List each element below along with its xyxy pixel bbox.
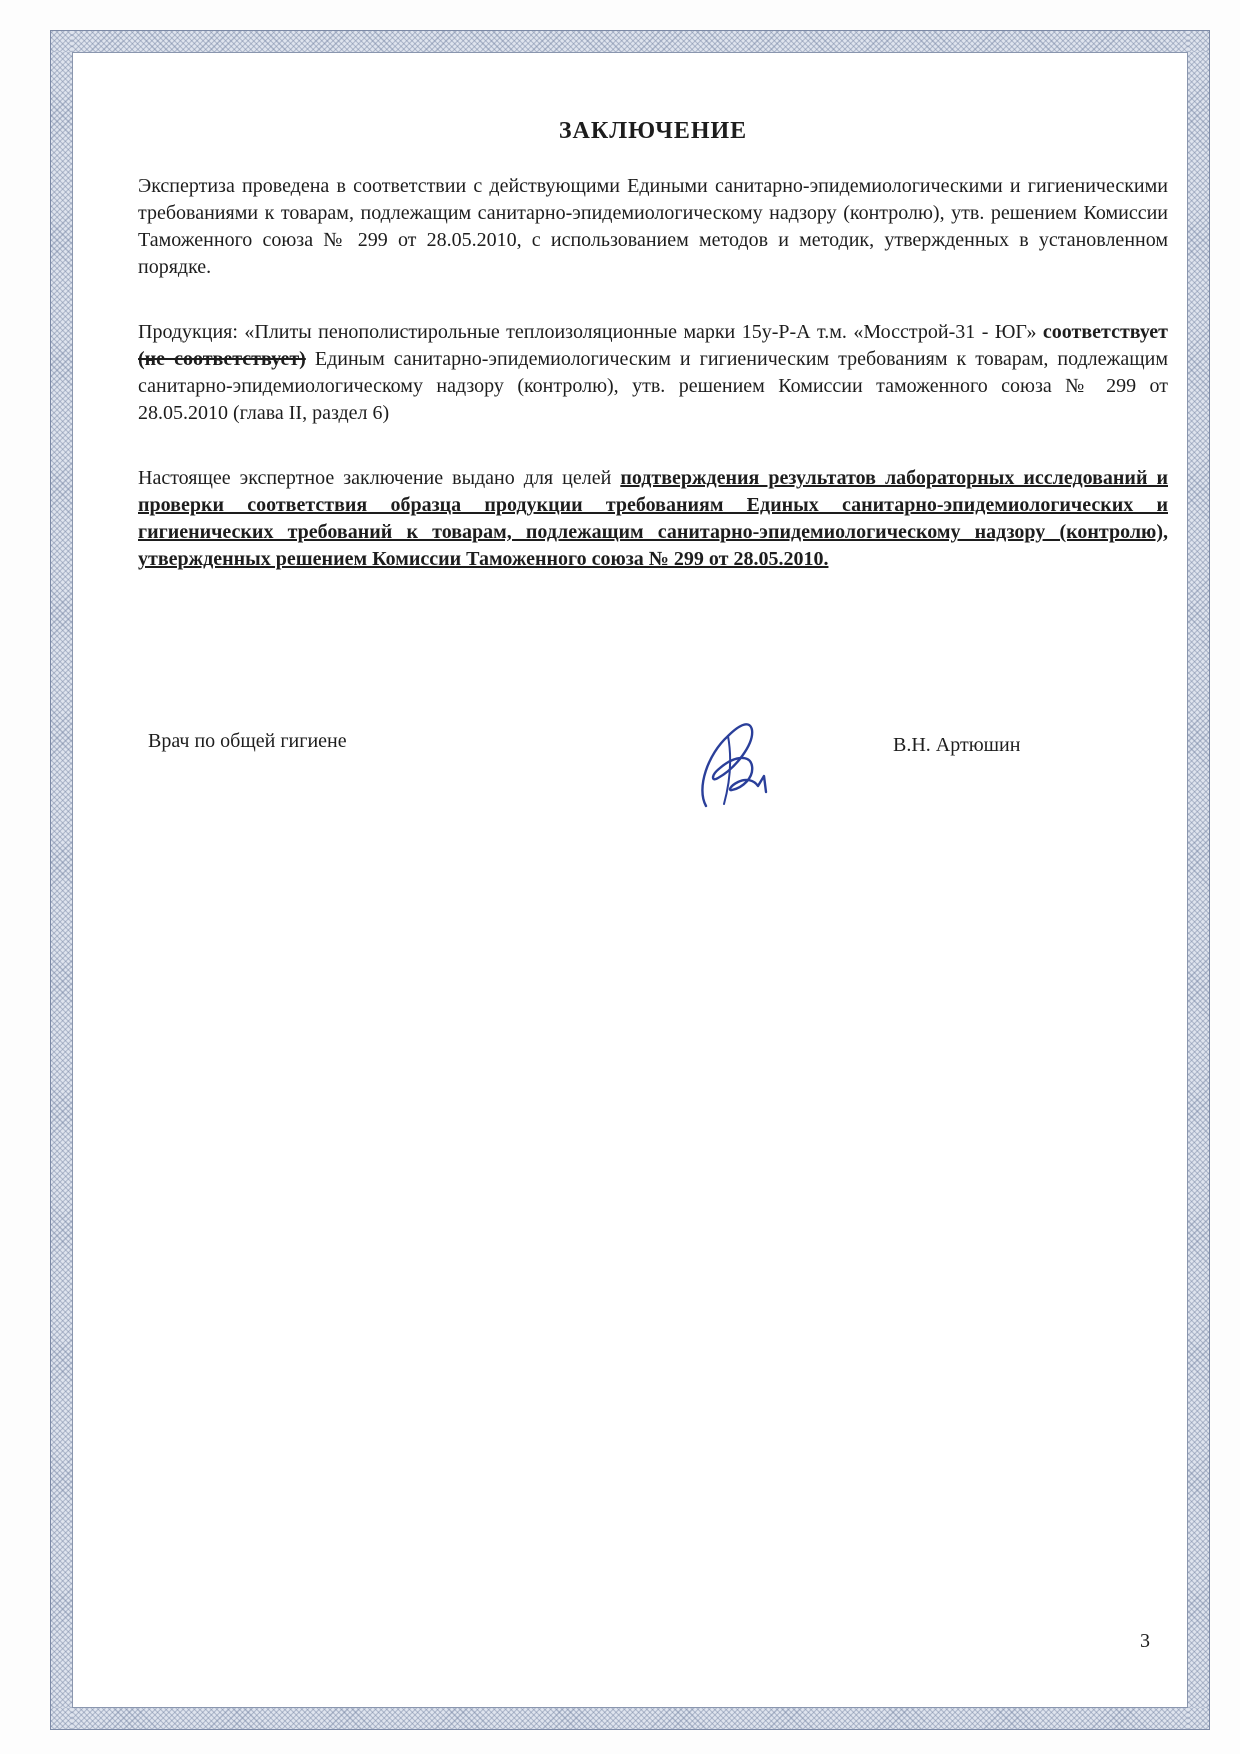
- paragraph-purpose: [138, 465, 1168, 573]
- handwritten-signature: [688, 708, 798, 818]
- product-text-end: Единым санитарно-эпидемиологическим и гигиеническим требованиям к товарам, подлежащим санитарно-эпидемиологическому надзору (контролю), утв. решением Комиссии таможенного союза № 299 от 28.05.2010 (глава II, раздел 6): [138, 348, 1168, 424]
- paragraph-expertise-text: Экспертиза проведена в соответствии с действующими Едиными санитарно-эпидемиологическими и гигиеническими требованиями к товарам, подлежащим санитарно-эпидемиологическому надзору (контролю), утв. решением Комиссии Таможенного союза № 299 от 28.05.2010, с использованием методов и методик, утвержденных в установленном порядке.: [138, 175, 1168, 278]
- complies-label: соответствует: [1042, 321, 1168, 343]
- purpose-text-emphasis: подтверждения результатов лабораторных исследований и проверки соответствия образца продукции требованиям Единых санитарно-эпидемиологических и гигиенических требований к товарам, подлежащим санитарно-эпидемиологическому надзору (контролю), утвержденных решением Комиссии Таможенного союза № 299 от 28.05.2010.: [138, 467, 1168, 570]
- document-content: [138, 118, 1168, 611]
- paragraph-expertise: [138, 173, 1168, 281]
- signer-name: В.Н. Артюшин: [893, 734, 1021, 756]
- purpose-text-start: Настоящее экспертное заключение выдано для целей: [138, 467, 621, 489]
- not-complies-label: (не соответствует): [138, 348, 306, 370]
- document-title: ЗАКЛЮЧЕНИЕ: [558, 118, 748, 144]
- page-number: 3: [1140, 1630, 1150, 1652]
- product-text-start: Продукция: «Плиты пенополистирольные теплоизоляционные марки 15у-Р-А т.м. «Мосстрой-31 - ЮГ»: [138, 321, 1043, 343]
- paragraph-product: [138, 319, 1168, 427]
- signature-block: [148, 730, 1048, 830]
- signer-position: Врач по общей гигиене: [148, 730, 347, 752]
